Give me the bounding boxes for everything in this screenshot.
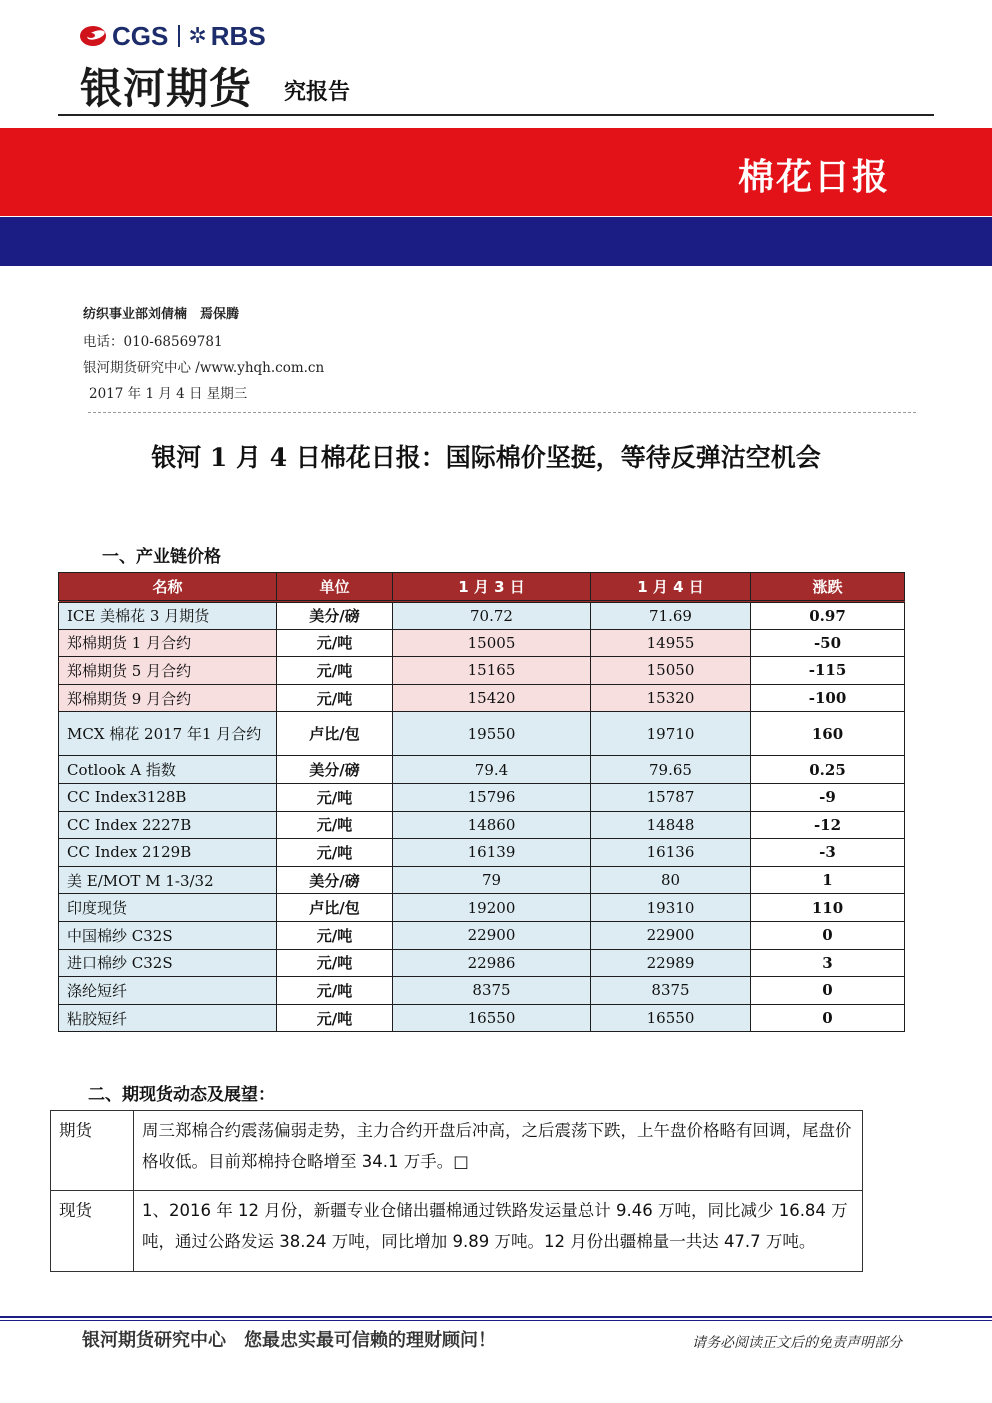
col-header-change: 涨跌 (751, 573, 905, 602)
cell-change: 3 (751, 949, 905, 977)
table-row (59, 657, 905, 685)
cell-date2: 8375 (591, 977, 751, 1005)
cell-date2: 14848 (591, 811, 751, 839)
report-date: 2017 年 1 月 4 日 星期三 (89, 386, 248, 402)
cell-unit: 美分/磅 (277, 756, 393, 784)
spot-row (51, 1191, 863, 1272)
report-title: 棉花日报 (737, 157, 890, 198)
futures-row (51, 1111, 863, 1191)
cell-name: 印度现货 (59, 894, 277, 922)
cell-change: 0 (751, 921, 905, 949)
cell-date1: 19550 (393, 712, 591, 756)
cell-change: 110 (751, 894, 905, 922)
futures-text: 周三郑棉合约震荡偏弱走势，主力合约开盘后冲高，之后震荡下跌，上午盘价格略有回调，尾盘价格收低。目前郑棉持仓略增至 34.1 万手。□ (134, 1111, 863, 1191)
cell-name: 郑棉期货 5 月合约 (59, 657, 277, 685)
cell-unit: 美分/磅 (277, 602, 393, 630)
cell-unit: 元/吨 (277, 811, 393, 839)
cell-name: MCX 棉花 2017 年1 月合约 (59, 712, 277, 756)
cell-unit: 元/吨 (277, 783, 393, 811)
table-row (59, 921, 905, 949)
cell-unit: 卢比/包 (277, 712, 393, 756)
price-table-header (59, 573, 905, 602)
table-row (59, 866, 905, 894)
cell-change: 1 (751, 866, 905, 894)
cell-date1: 70.72 (393, 602, 591, 630)
cell-change: -115 (751, 657, 905, 685)
cell-name: Cotlook A 指数 (59, 756, 277, 784)
cell-name: 郑棉期货 1 月合约 (59, 629, 277, 657)
cell-date2: 15320 (591, 684, 751, 712)
cell-unit: 元/吨 (277, 839, 393, 867)
cell-change: -100 (751, 684, 905, 712)
cell-change: -50 (751, 629, 905, 657)
table-row (59, 602, 905, 630)
cell-name: CC Index3128B (59, 783, 277, 811)
footer-rule (0, 1316, 992, 1318)
table-row (59, 977, 905, 1005)
table-row (59, 756, 905, 784)
research-center: 银河期货研究中心 /www.yhqh.com.cn (83, 360, 325, 376)
cell-date1: 15796 (393, 783, 591, 811)
cell-change: -12 (751, 811, 905, 839)
footer-rule-thin (0, 1320, 992, 1321)
cell-unit: 元/吨 (277, 629, 393, 657)
logo-divider (178, 25, 180, 47)
cell-change: 0 (751, 1004, 905, 1032)
table-row (59, 783, 905, 811)
col-header-date2: 1 月 4 日 (591, 573, 751, 602)
header-rule (58, 114, 934, 116)
company-name: 银河期货 (80, 64, 253, 113)
cell-name: 进口棉纱 C32S (59, 949, 277, 977)
cell-name: 粘胶短纤 (59, 1004, 277, 1032)
footer-disclaimer: 请务必阅读正文后的免责声明部分 (692, 1335, 902, 1351)
cell-date1: 19200 (393, 894, 591, 922)
cell-unit: 元/吨 (277, 977, 393, 1005)
cell-unit: 元/吨 (277, 949, 393, 977)
cgs-logo (78, 21, 168, 52)
table-row (59, 712, 905, 756)
author-phone: 电话：010-68569781 (83, 334, 223, 350)
cell-date2: 14955 (591, 629, 751, 657)
cell-date1: 79.4 (393, 756, 591, 784)
cell-unit: 元/吨 (277, 921, 393, 949)
table-row (59, 1004, 905, 1032)
table-row (59, 811, 905, 839)
cell-name: CC Index 2227B (59, 811, 277, 839)
rbs-logo-text: RBS (210, 20, 266, 51)
author-team: 纺织事业部刘倩楠 焉保腾 (83, 307, 240, 322)
cell-name: 郑棉期货 9 月合约 (59, 684, 277, 712)
cell-date2: 80 (591, 866, 751, 894)
rbs-logo (188, 21, 265, 52)
cell-date1: 16550 (393, 1004, 591, 1032)
cell-date2: 15050 (591, 657, 751, 685)
cell-unit: 卢比/包 (277, 894, 393, 922)
col-header-date1: 1 月 3 日 (393, 573, 591, 602)
cell-date1: 16139 (393, 839, 591, 867)
cell-date2: 19710 (591, 712, 751, 756)
footer-slogan: 银河期货研究中心 您最忠实最可信赖的理财顾问！ (82, 1330, 496, 1351)
table-row (59, 839, 905, 867)
table-row (59, 629, 905, 657)
dashed-divider (88, 412, 916, 413)
cell-date1: 22986 (393, 949, 591, 977)
brand-logos (78, 22, 266, 50)
cell-date2: 19310 (591, 894, 751, 922)
cell-date1: 15005 (393, 629, 591, 657)
outlook-table (50, 1110, 863, 1272)
price-table (58, 572, 905, 1032)
table-row (59, 894, 905, 922)
spot-label: 现货 (51, 1191, 134, 1272)
spot-text: 1、2016 年 12 月份，新疆专业仓储出疆棉通过铁路发运量总计 9.46 万吨，同比减少 16.84 万吨，通过公路发运 38.24 万吨，同比增加 9.89 万吨。12 月份出疆棉量一共达 47.7 万吨。 (134, 1191, 863, 1272)
blue-banner (0, 216, 992, 266)
cgs-swirl-icon (78, 24, 108, 48)
cell-name: 中国棉纱 C32S (59, 921, 277, 949)
table-row (59, 949, 905, 977)
cell-date1: 15165 (393, 657, 591, 685)
col-header-unit: 单位 (277, 573, 393, 602)
cell-date2: 15787 (591, 783, 751, 811)
rbs-daisy-icon: ✲ (188, 23, 207, 49)
report-type: 究报告 (284, 80, 351, 105)
cell-name: 涤纶短纤 (59, 977, 277, 1005)
cell-name: 美 E/MOT M 1-3/32 (59, 866, 277, 894)
cell-unit: 元/吨 (277, 684, 393, 712)
col-header-name: 名称 (59, 573, 277, 602)
cell-date2: 16136 (591, 839, 751, 867)
cell-date2: 71.69 (591, 602, 751, 630)
cell-unit: 元/吨 (277, 657, 393, 685)
cell-unit: 美分/磅 (277, 866, 393, 894)
cell-change: -3 (751, 839, 905, 867)
cell-date1: 15420 (393, 684, 591, 712)
cell-date2: 22989 (591, 949, 751, 977)
cell-date1: 79 (393, 866, 591, 894)
section1-heading: 一、产业链价格 (102, 547, 221, 567)
section2-heading: 二、期现货动态及展望： (88, 1085, 275, 1105)
cell-date1: 22900 (393, 921, 591, 949)
cell-change: 0.25 (751, 756, 905, 784)
cell-name: ICE 美棉花 3 月期货 (59, 602, 277, 630)
cell-unit: 元/吨 (277, 1004, 393, 1032)
futures-label: 期货 (51, 1111, 134, 1191)
cell-date2: 79.65 (591, 756, 751, 784)
cell-date2: 16550 (591, 1004, 751, 1032)
cell-change: -9 (751, 783, 905, 811)
table-row (59, 684, 905, 712)
cgs-logo-text: CGS (112, 20, 169, 51)
cell-change: 160 (751, 712, 905, 756)
cell-date2: 22900 (591, 921, 751, 949)
cell-date1: 14860 (393, 811, 591, 839)
cell-name: CC Index 2129B (59, 839, 277, 867)
cell-change: 0.97 (751, 602, 905, 630)
cell-change: 0 (751, 977, 905, 1005)
main-headline: 银河 1 月 4 日棉花日报：国际棉价坚挺，等待反弹沽空机会 (151, 443, 821, 472)
cell-date1: 8375 (393, 977, 591, 1005)
